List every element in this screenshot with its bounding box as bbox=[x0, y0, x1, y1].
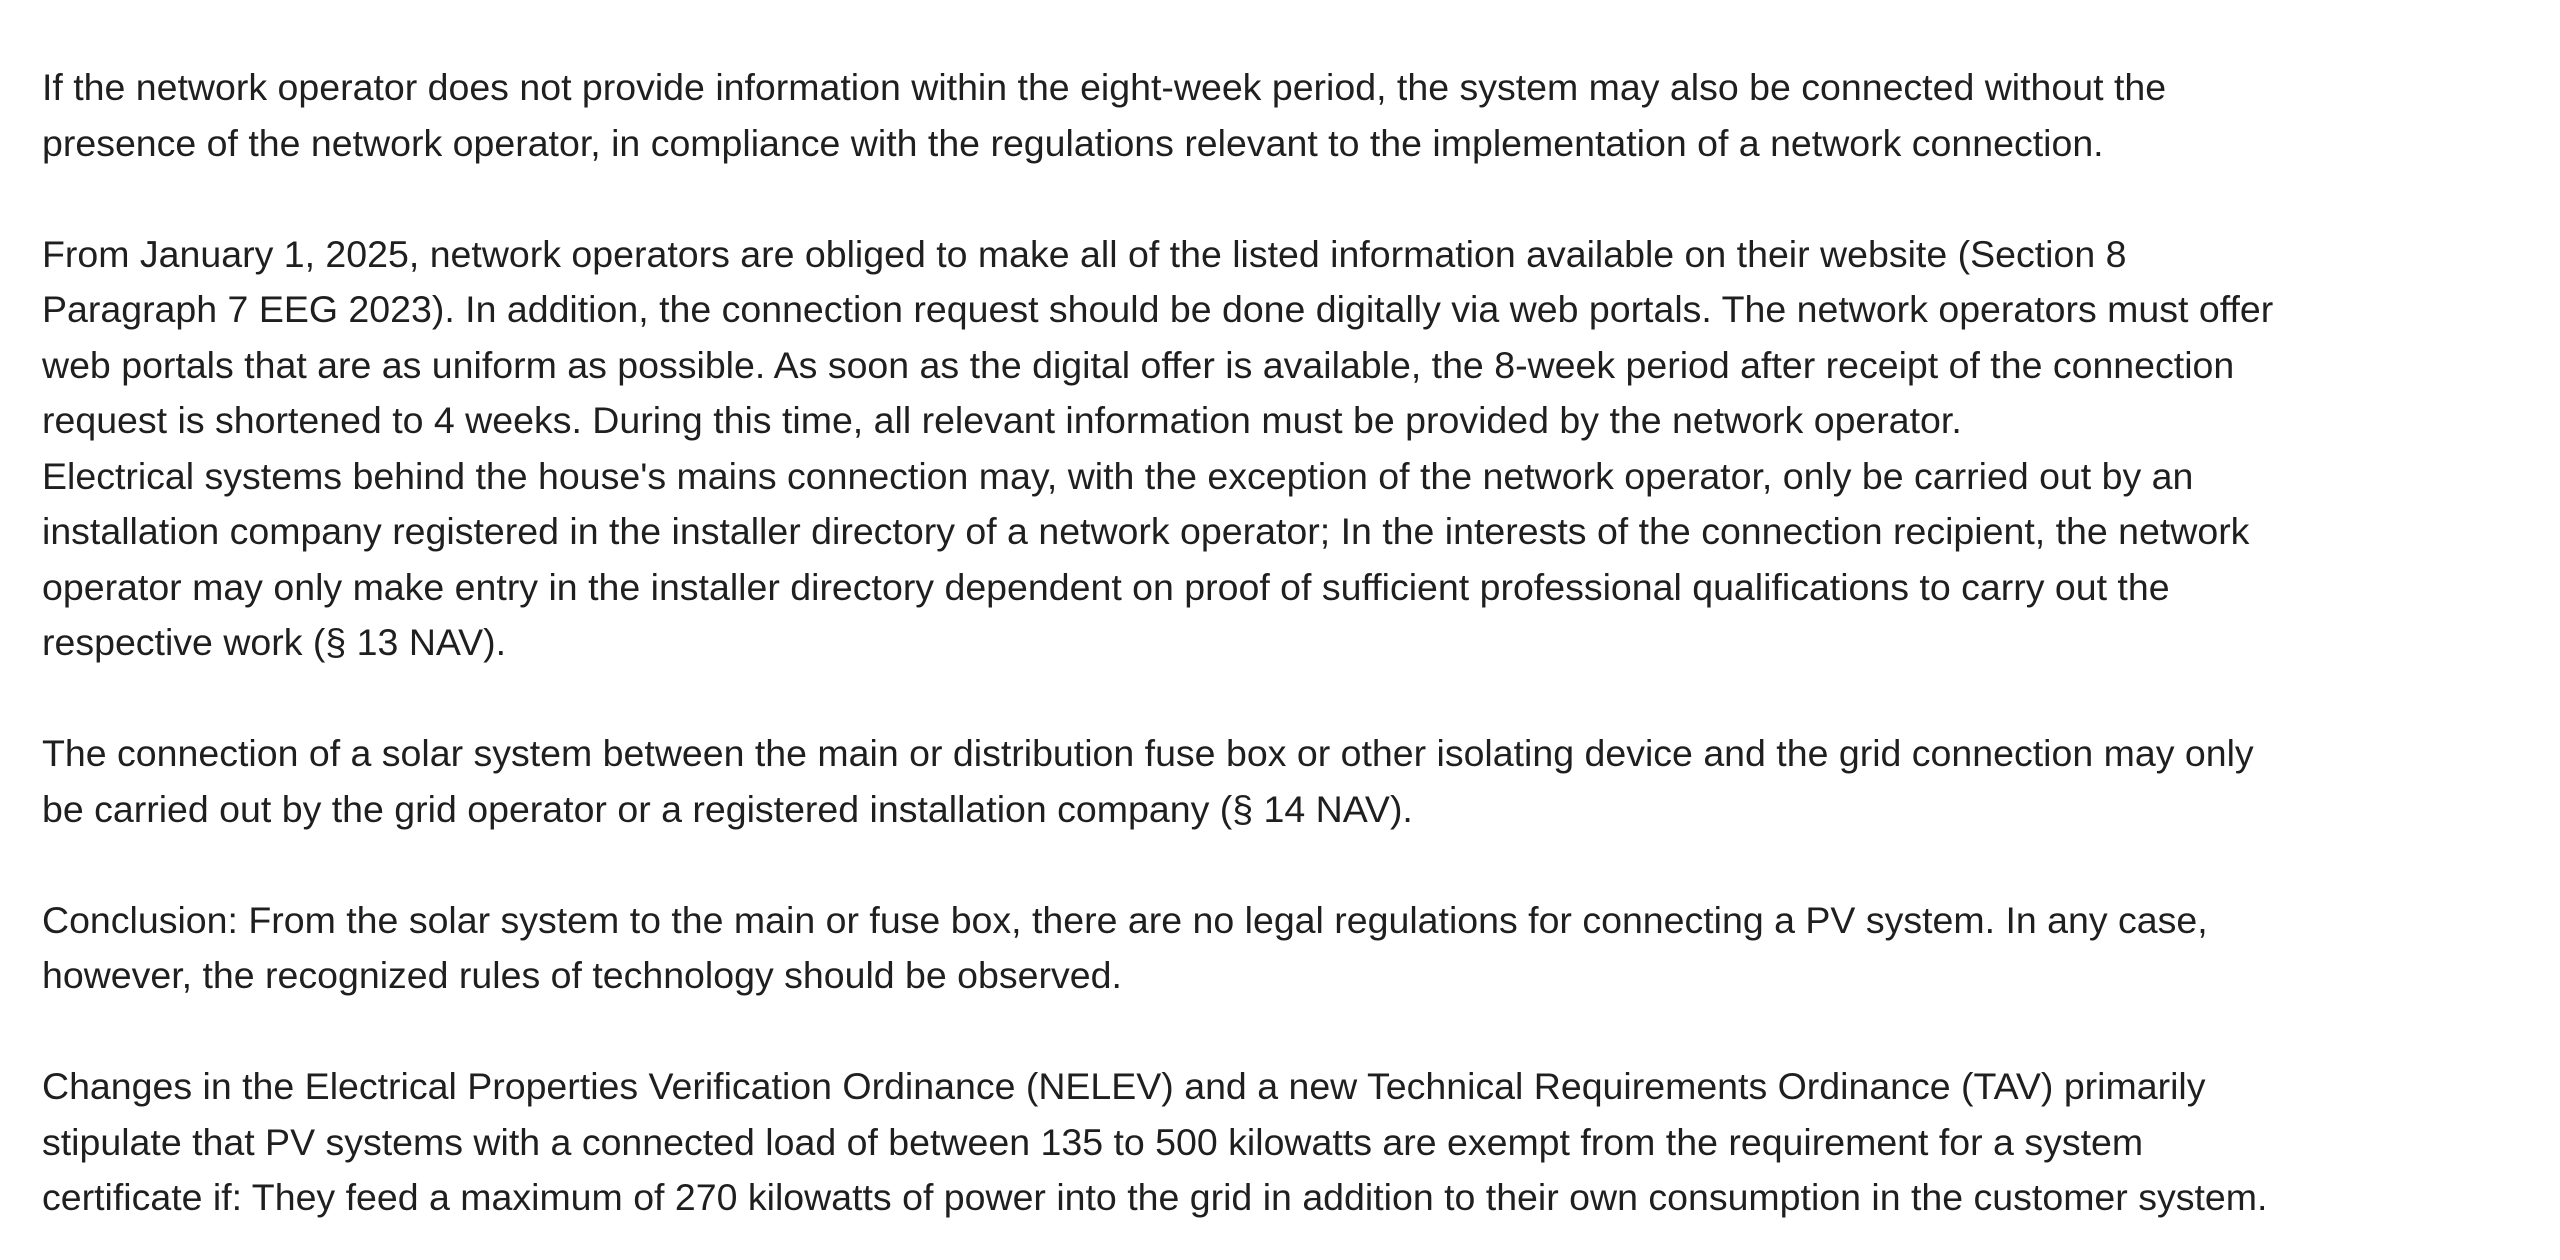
paragraph-conclusion bbox=[42, 893, 2560, 1004]
text-line: From January 1, 2025, network operators are obliged to make all of the listed information available on their website (Section 8 bbox=[42, 232, 2127, 275]
text-line: operator may only make entry in the installer directory dependent on proof of sufficient professional qualifications to carry out the bbox=[42, 565, 2170, 608]
text-line: stipulate that PV systems with a connected load of between 135 to 500 kilowatts are exempt from the requirement for a system bbox=[42, 1120, 2144, 1163]
paragraph-digital-portals bbox=[42, 227, 2560, 671]
paragraph-spacer bbox=[42, 171, 2560, 227]
paragraph-spacer bbox=[42, 837, 2560, 893]
text-line: certificate if: They feed a maximum of 270 kilowatts of power into the grid in addition to their own consumption in the customer system. bbox=[42, 1176, 2268, 1218]
text-line: Paragraph 7 EEG 2023). In addition, the connection request should be done digitally via web portals. The network operators must offer bbox=[42, 288, 2274, 330]
text-line: presence of the network operator, in compliance with the regulations relevant to the implementation of a network connection. bbox=[42, 121, 2104, 164]
text-line: The connection of a solar system between the main or distribution fuse box or other isolating device and the grid connection may only bbox=[42, 732, 2254, 774]
text-line: If the network operator does not provide information within the eight-week period, the system may also be connected without the bbox=[42, 66, 2167, 108]
text-line: Changes in the Electrical Properties Verification Ordinance (NELEV) and a new Technical Requirements Ordinance (TAV) primarily bbox=[42, 1065, 2206, 1107]
text-line: request is shortened to 4 weeks. During this time, all relevant information must be provided by the network operator. bbox=[42, 399, 1962, 441]
paragraph-network-operator-deadline bbox=[42, 60, 2560, 171]
text-line: Electrical systems behind the house's mains connection may, with the exception of the network operator, only be carried out by an bbox=[42, 454, 2194, 497]
text-line: installation company registered in the installer directory of a network operator; In the interests of the connection recipient, the network bbox=[42, 510, 2250, 552]
text-line: however, the recognized rules of technology should be observed. bbox=[42, 954, 1122, 996]
paragraph-spacer bbox=[42, 1004, 2560, 1060]
text-line: be carried out by the grid operator or a registered installation company (§ 14 NAV). bbox=[42, 787, 1413, 830]
paragraph-spacer bbox=[42, 671, 2560, 727]
paragraph-solar-connection bbox=[42, 726, 2560, 837]
text-line: respective work (§ 13 NAV). bbox=[42, 621, 507, 663]
text-line: web portals that are as uniform as possible. As soon as the digital offer is available, the 8-week period after receipt of the connection bbox=[42, 343, 2235, 386]
paragraph-nelev-tav-changes bbox=[42, 1059, 2560, 1226]
text-line: Conclusion: From the solar system to the main or fuse box, there are no legal regulations for connecting a PV system. In any case, bbox=[42, 898, 2208, 941]
